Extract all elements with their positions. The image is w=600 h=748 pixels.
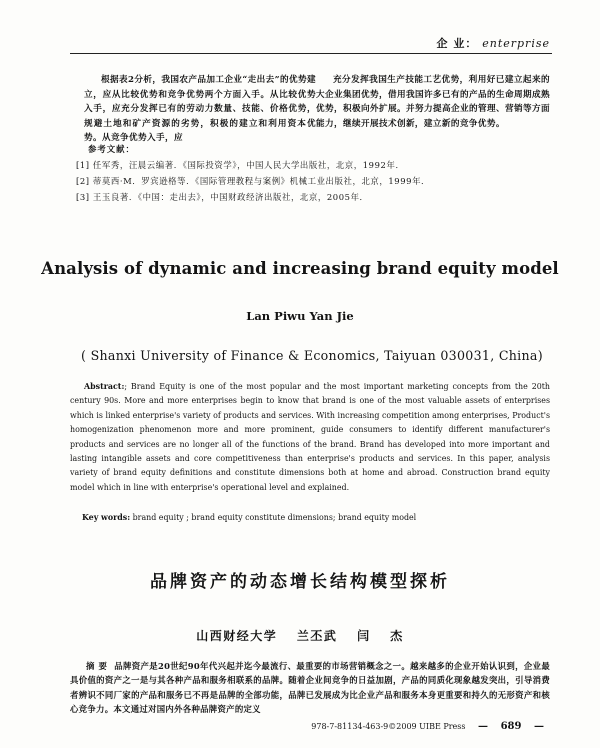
- reference-item: [1] 任军秀，汪晨云编著．《国际投资学》，中国人民大学出版社，北京，1992年．: [76, 160, 405, 170]
- keywords-text: brand equity ; brand equity constitute dimensions; brand equity model: [130, 513, 417, 522]
- reference-item: [3] 王玉良著．《中国：走出去》，中国财政经济出版社，北京，2005年．: [76, 192, 369, 202]
- english-affiliation: ( Shanxi University of Finance & Economics, Taiyuan 030031, China): [81, 348, 543, 363]
- footer-dash-left: —: [478, 721, 489, 732]
- running-head-en: enterprise: [482, 37, 550, 50]
- body-column-left: 根据表2分析，我国农产品加工企业“走出去”的优势建立，应从比较优势和竞争优势两个方面入手。从比较优势入手，应充分发挥已有的劳动力数量、技能、价格优势，规避土地和矿产资源的劣势，积极的建立和利用资本优势。从竞争优势入手，应: [84, 75, 316, 143]
- page-footer: [311, 721, 544, 732]
- header-rule: [70, 53, 552, 54]
- running-head-cn: 企 业：: [436, 37, 478, 50]
- reference-item: [2] 蒂莫西·M．罗宾逊格等．《国际管理教程与案例》机械工业出版社，北京，1999年．: [76, 176, 431, 186]
- chinese-abstract: [70, 659, 550, 717]
- chinese-abstract-label: 摘要: [86, 661, 111, 671]
- references: [76, 141, 556, 205]
- footer-dash-right: —: [534, 721, 544, 732]
- chinese-title: 品牌资产的动态增长结构模型探析: [150, 572, 450, 592]
- abstract-text: ; Brand Equity is one of the most popular and the most important marketing concepts from the 20th century 90s. More and more enterprises begin to know that brand is one of the most valuable assets of enterprises which is linked enterprise's variety of products and services. With increasing competition among enterprises, Product's homogenization phenomenon more and more prominent, guide consumers to identify different manufacturer's products and services are no longer all of the functions of the brand. Brand has developed into more important and lasting intangible assets and core competitiveness than enterprise's products and services. In this paper, analysis variety of brand equity definitions and constitute dimensions both at home and abroad. Construction brand equity model which in line with enterprise's operational level and explained.: [70, 382, 550, 492]
- english-abstract: [70, 380, 550, 495]
- english-keywords: [82, 511, 552, 525]
- references-title: 参考文献：: [88, 144, 135, 154]
- page-number: 689: [500, 721, 522, 732]
- body-column-right: 充分发挥我国生产技能工艺优势，利用好已建立起来的大企业集团优势，借用我国许多已有的产品的生命周期成熟优势，积极向外扩展。并努力提高企业的管理、营销等方面能力，继续开展技术创新，建立新的竞争优势。: [316, 75, 550, 129]
- running-head: [437, 35, 550, 51]
- keywords-label: Key words:: [82, 513, 131, 522]
- english-authors: Lan Piwu Yan Jie: [246, 309, 354, 323]
- english-title: Analysis of dynamic and increasing brand equity model: [41, 259, 559, 278]
- chinese-authors: 山西财经大学 兰丕武 闫 杰: [196, 629, 404, 643]
- footer-code: 978-7-81134-463-9©2009 UIBE Press: [311, 722, 466, 731]
- chinese-abstract-text: 品牌资产是20世纪90年代兴起并迄今最流行、最重要的市场营销概念之一。越来越多的企业开始认识到，企业最具价值的资产之一是与其各种产品和服务相联系的品牌。随着企业间竞争的日益加剧，产品的同质化现象越发突出，引导消费者辨识不同厂家的产品和服务已不再是品牌的全部功能，品牌已发展成为比企业产品和服务本身更重要和持久的无形资产和核心竞争力。本文通过对国内外各种品牌资产的定义: [70, 661, 550, 715]
- abstract-label: Abstract:: [84, 382, 125, 391]
